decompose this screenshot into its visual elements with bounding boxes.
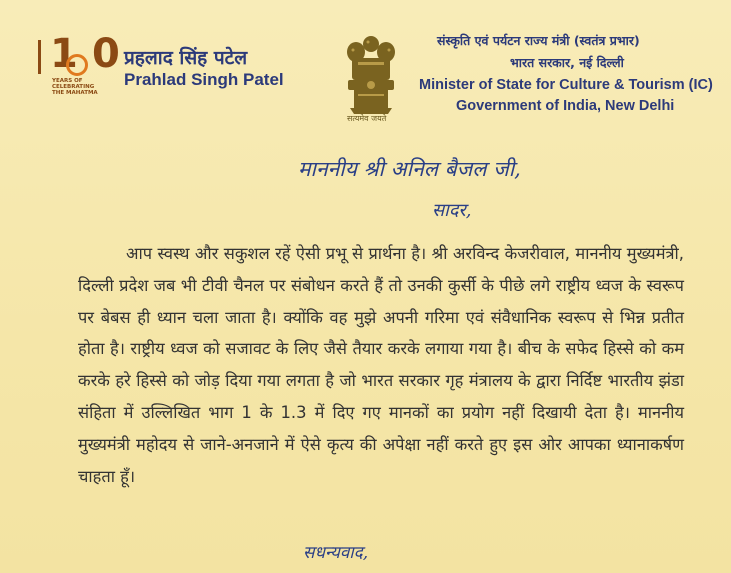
handwritten-greeting: सादर,	[432, 200, 472, 221]
minister-name-hindi: प्रहलाद सिंह पटेल	[124, 47, 248, 69]
emblem-caption: सत्यमेव जयते	[347, 114, 387, 123]
letter-body-paragraph: आप स्वस्थ और सकुशल रहें ऐसी प्रभू से प्रार्थना है। श्री अरविन्द केजरीवाल, माननीय मुख्यमंत्री, दिल्ली प्रदेश जब भी टीवी चैनल पर संबोधन करते हैं तो उनकी कुर्सी के पीछे लगे राष्ट्रीय ध्वज के स्वरूप पर बेबस ही ध्यान चला जाता है। क्योंकि वह मुझे अपनी गरिमा एवं संवैधानिक स्वरूप से भिन्न प्रतीत होता है। राष्ट्रीय ध्वज को सजावट के लिए जैसे तैयार करके लगाया गया है। बीच के सफेद हिस्से को कम करके हरे हिस्से को जोड़ दिया गया लगता है जो भारत सरकार गृह मंत्रालय के द्वारा निर्दिष्ट भारतीय झंडा संहिता में उल्लिखित भाग 1 के 1.3 में दिए गए मानकों का प्रयोग नहीं दिखायी देता है। माननीय मुख्यमंत्री महोदय से जाने-अनजाने में ऐसे कृत्य की अपेक्षा नहीं करते हुए इस ओर आपका ध्यानाकर्षण चाहता हूँ।	[78, 244, 684, 486]
designation-english-line2: Government of India, New Delhi	[456, 98, 675, 114]
logo-digit-one: 1	[50, 31, 78, 77]
logo-tagline: YEARS OF CELEBRATING THE MAHATMA	[52, 78, 98, 96]
handwritten-salutation: माननीय श्री अनिल बैजल जी,	[298, 157, 521, 181]
designation-english-line1: Minister of State for Culture & Tourism (IC)	[419, 77, 713, 93]
logo-digit-zero: 0	[92, 31, 120, 77]
minister-name-english: Prahlad Singh Patel	[124, 70, 284, 89]
designation-hindi-line2: भारत सरकार, नई दिल्ली	[510, 55, 624, 70]
letter-body	[78, 238, 684, 492]
designation-hindi-line1: संस्कृति एवं पर्यटन राज्य मंत्री (स्वतंत्र प्रभार)	[437, 33, 640, 48]
handwritten-closing: सधन्यवाद,	[303, 543, 369, 563]
150-years-mahatma-logo	[38, 31, 120, 100]
charkha-wheel-icon	[66, 54, 88, 76]
